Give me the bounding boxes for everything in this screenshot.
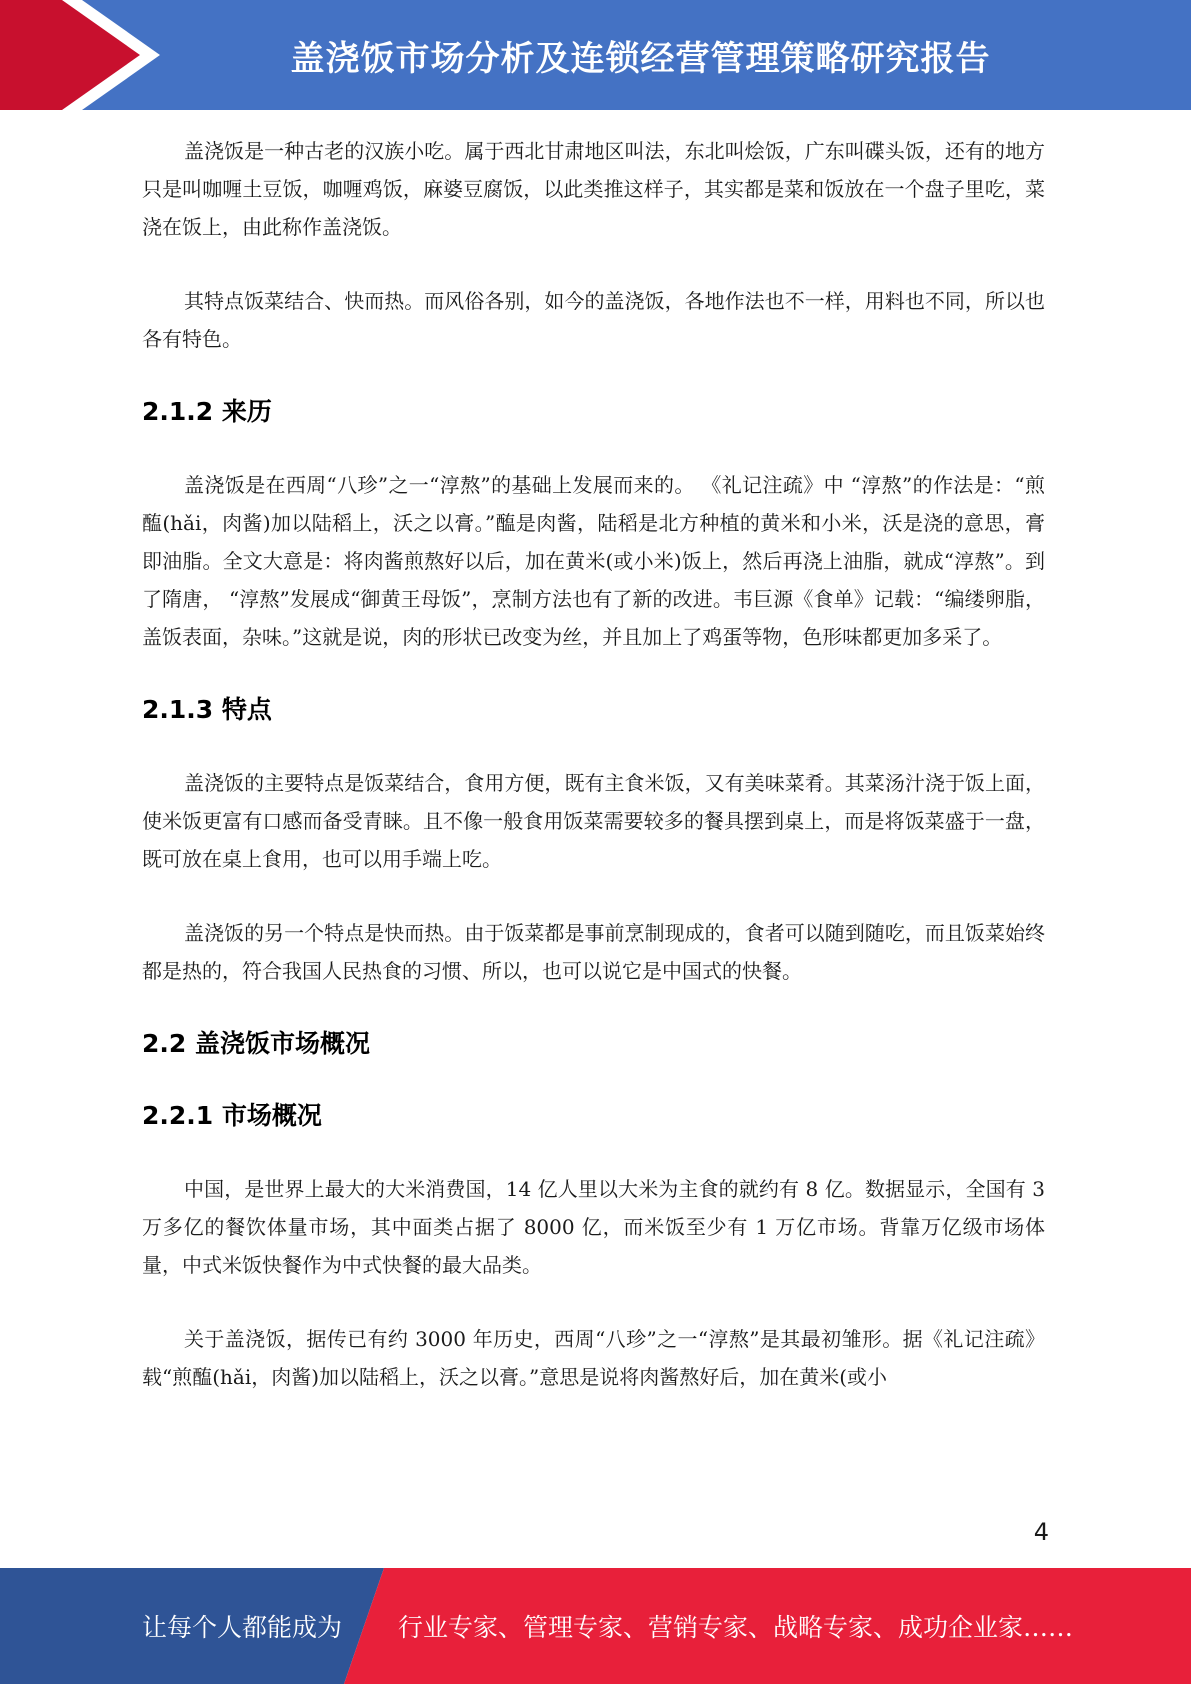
paragraph: 中国，是世界上最大的大米消费国，14 亿人里以大米为主食的就约有 8 亿。数据显示，全国有 3 万多亿的餐饮体量市场，其中面类占据了 8000 亿，而米饭至少有 1 万亿市场。背靠万亿级市场体量，中式米饭快餐作为中式快餐的最大品类。 (142, 1177, 1045, 1277)
page-header (0, 0, 1191, 110)
section-heading: 2.1.2 来历 (142, 397, 272, 426)
page-number: 4 (1033, 1518, 1049, 1546)
paragraph: 盖浇饭的另一个特点是快而热。由于饭菜都是事前烹制现成的，食者可以随到随吃，而且饭菜始终都是热的，符合我国人民热食的习惯、所以，也可以说它是中国式的快餐。 (142, 921, 1045, 983)
section-heading: 2.2.1 市场概况 (142, 1101, 322, 1130)
document-body (142, 132, 1045, 1432)
page-footer (0, 1568, 1191, 1684)
footer-slogan-right: 行业专家、管理专家、营销专家、战略专家、成功企业家…… (398, 1613, 1074, 1642)
paragraph: 盖浇饭的主要特点是饭菜结合，食用方便，既有主食米饭，又有美味菜肴。其菜汤汁浇于饭上面，使米饭更富有口感而备受青睐。且不像一般食用饭菜需要较多的餐具摆到桌上，而是将饭菜盛于一盘，既可放在桌上食用，也可以用手端上吃。 (142, 771, 1045, 871)
section-heading: 2.1.3 特点 (142, 695, 272, 724)
footer-slogan-left: 让每个人都能成为 (142, 1613, 343, 1642)
paragraph: 其特点饭菜结合、快而热。而风俗各别，如今的盖浇饭，各地作法也不一样，用料也不同，所以也各有特色。 (142, 289, 1045, 351)
section-heading: 2.2 盖浇饭市场概况 (142, 1029, 370, 1058)
header-title: 盖浇饭市场分析及连锁经营管理策略研究报告 (290, 38, 991, 79)
paragraph: 盖浇饭是在西周“八珍”之一“淳熬”的基础上发展而来的。 《礼记注疏》中 “淳熬”的作法是：“煎醢(hǎi，肉酱)加以陆稻上，沃之以膏。”醢是肉酱，陆稻是北方种植的黄米和小米，沃是浇的意思，膏即油脂。全文大意是：将肉酱煎熬好以后，加在黄米(或小米)饭上，然后再浇上油脂，就成“淳熬”。到了隋唐， “淳熬”发展成“御黄王母饭”，烹制方法也有了新的改进。韦巨源《食单》记载：“编缕卵脂，盖饭表面，杂味。”这就是说，肉的形状已改变为丝，并且加上了鸡蛋等物，色形味都更加多采了。 (142, 473, 1045, 649)
paragraph: 关于盖浇饭，据传已有约 3000 年历史，西周“八珍”之一“淳熬”是其最初雏形。据《礼记注疏》载“煎醢(hǎi，肉酱)加以陆稻上，沃之以膏。”意思是说将肉酱熬好后，加在黄米(或小 (142, 1327, 1045, 1389)
paragraph: 盖浇饭是一种古老的汉族小吃。属于西北甘肃地区叫法，东北叫烩饭，广东叫碟头饭，还有的地方只是叫咖喱土豆饭，咖喱鸡饭，麻婆豆腐饭，以此类推这样子，其实都是菜和饭放在一个盘子里吃，菜浇在饭上，由此称作盖浇饭。 (142, 139, 1045, 239)
